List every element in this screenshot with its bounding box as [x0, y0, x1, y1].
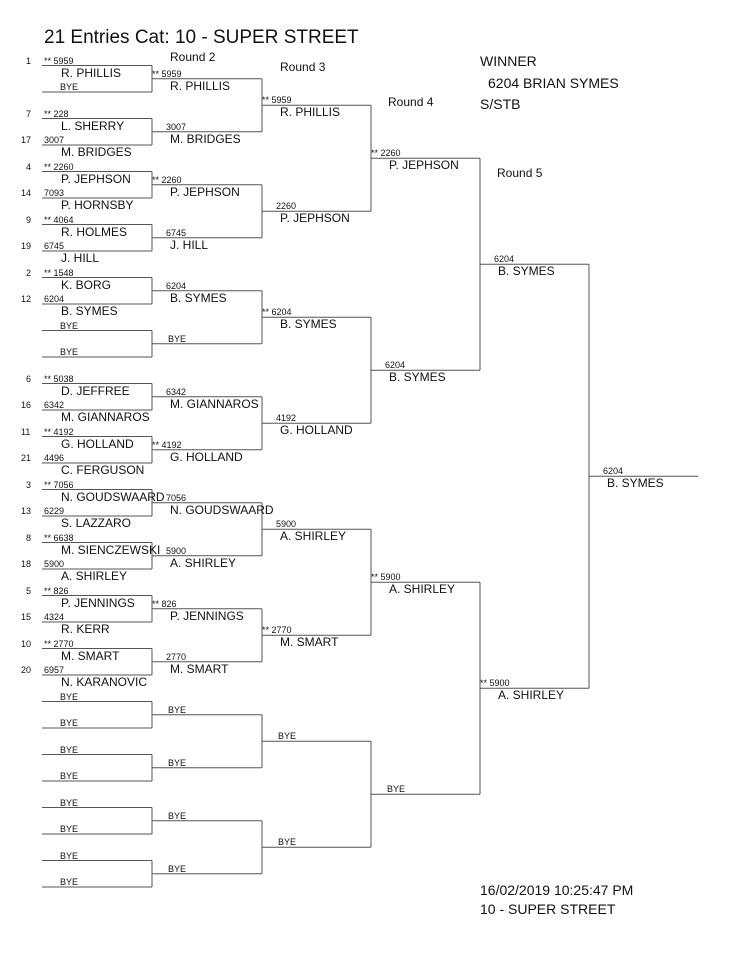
competitor-name: M. BRIDGES	[61, 145, 132, 159]
entry-number: 4324	[44, 612, 65, 622]
competitor-name: R. PHILLIS	[61, 65, 122, 80]
entry-number: ** 5959	[262, 95, 292, 106]
competitor-name: N. GOUDSWAARD	[170, 502, 274, 517]
bye-label: BYE	[168, 810, 187, 821]
competitor-name: P. JEPHSON	[61, 171, 131, 186]
footer-category: 10 - SUPER STREET	[480, 901, 616, 917]
winner-class: S/STB	[480, 96, 521, 112]
entry-number: ** 2260	[152, 174, 182, 185]
entry-number: ** 6204	[262, 307, 292, 318]
seed-number: 10	[21, 638, 32, 649]
seed-number: 13	[21, 506, 32, 516]
seed-number: 18	[21, 559, 32, 569]
seed-number: 17	[21, 135, 32, 145]
entry-number: 3007	[166, 121, 187, 132]
competitor-name: M. SMART	[61, 648, 120, 663]
competitor-name: N. KARANOVIC	[61, 675, 148, 689]
competitor-name: B. SYMES	[280, 317, 337, 332]
competitor-name: P. JEPHSON	[280, 211, 350, 226]
bye-label: BYE	[278, 837, 297, 848]
entry-number: ** 5959	[44, 55, 74, 66]
entry-number: ** 4064	[44, 214, 74, 225]
competitor-name: P. HORNSBY	[61, 198, 134, 212]
bye-label: BYE	[60, 824, 79, 834]
bye-label: BYE	[60, 771, 79, 781]
entry-number: ** 4192	[44, 426, 74, 437]
bye-label: BYE	[60, 718, 79, 728]
entry-number: 6204	[44, 294, 65, 304]
entry-number: 2770	[166, 651, 187, 662]
competitor-name: R. PHILLIS	[170, 78, 231, 93]
bye-label: BYE	[168, 333, 187, 344]
competitor-name: P. JEPHSON	[389, 158, 459, 173]
bye-label: BYE	[60, 691, 79, 702]
competitor-name: G. HOLLAND	[170, 449, 243, 464]
winner-name: 6204 BRIAN SYMES	[488, 75, 619, 91]
seed-number: 1	[26, 55, 32, 66]
competitor-name: L. SHERRY	[61, 118, 125, 133]
entry-number: ** 4192	[152, 439, 182, 450]
entry-number: ** 2770	[44, 638, 74, 649]
entry-number: 3007	[44, 135, 65, 145]
competitor-name: D. JEFFREE	[61, 383, 130, 398]
competitor-name: M. GIANNAROS	[61, 410, 150, 424]
seed-number: 7	[26, 108, 32, 119]
competitor-name: B. SYMES	[61, 304, 118, 318]
competitor-name: M. BRIDGES	[170, 131, 241, 146]
entry-number: 6204	[385, 360, 406, 371]
bye-label: BYE	[60, 744, 79, 755]
competitor-name: A. SHIRLEY	[389, 582, 456, 597]
competitor-name: R. PHILLIS	[280, 105, 341, 120]
competitor-name: K. BORG	[61, 277, 112, 292]
entry-number: ** 826	[152, 598, 177, 609]
competitor-name: P. JENNINGS	[61, 595, 135, 610]
bye-label: BYE	[168, 704, 187, 715]
competitor-name: A. SHIRLEY	[498, 688, 565, 703]
entry-number: ** 826	[44, 585, 69, 596]
entry-number: ** 2260	[44, 161, 74, 172]
entry-number: ** 5900	[480, 678, 510, 689]
bye-label: BYE	[278, 731, 297, 742]
entry-number: 6957	[44, 665, 65, 675]
entry-number: ** 2770	[262, 625, 292, 636]
seed-number: 6	[26, 373, 32, 384]
bye-label: BYE	[60, 850, 79, 861]
seed-number: 16	[21, 400, 32, 410]
entry-number: ** 228	[44, 108, 69, 119]
competitor-name: R. KERR	[61, 622, 110, 636]
entry-number: 6342	[44, 400, 65, 410]
entry-number: ** 7056	[44, 479, 74, 490]
competitor-name: M. GIANNAROS	[170, 396, 259, 411]
bye-label: BYE	[168, 863, 187, 874]
seed-number: 8	[26, 532, 32, 543]
seed-number: 12	[21, 294, 32, 304]
competitor-name: S. LAZZARO	[61, 516, 132, 530]
competitor-name: B. SYMES	[498, 264, 555, 279]
entry-number: 7056	[166, 492, 187, 503]
entry-number: ** 1548	[44, 267, 74, 278]
seed-number: 19	[21, 241, 32, 251]
entry-number: ** 5038	[44, 373, 74, 384]
bye-label: BYE	[387, 784, 406, 795]
entry-number: 5900	[166, 545, 187, 556]
seed-number: 20	[21, 665, 32, 675]
winner-label: WINNER	[480, 53, 537, 69]
entry-number: 6204	[166, 280, 187, 291]
competitor-name: B. SYMES	[170, 290, 227, 305]
seed-number: 15	[21, 612, 32, 622]
bye-label: BYE	[168, 757, 187, 768]
bye-label: BYE	[60, 82, 79, 92]
entry-number: 6229	[44, 506, 65, 516]
bye-label: BYE	[60, 797, 79, 808]
seed-number: 2	[26, 267, 32, 278]
entry-number: 5900	[276, 519, 297, 530]
competitor-name: J. HILL	[61, 251, 100, 265]
seed-number: 11	[21, 426, 31, 437]
competitor-name: G. HOLLAND	[61, 436, 134, 451]
competitor-name: G. HOLLAND	[280, 423, 353, 438]
entry-number: 2260	[276, 201, 297, 212]
entry-number: 6204	[603, 466, 624, 477]
entry-number: 6745	[166, 227, 187, 238]
competitor-name: P. JENNINGS	[170, 608, 244, 623]
seed-number: 3	[26, 479, 32, 490]
entry-number: 6745	[44, 241, 65, 251]
competitor-name: M. SMART	[280, 635, 339, 650]
competitor-name: M. SMART	[170, 661, 229, 676]
entry-number: ** 5900	[371, 572, 401, 583]
round-5-label: Round 5	[497, 166, 543, 180]
seed-number: 5	[26, 585, 32, 596]
entry-number: 5900	[44, 559, 65, 569]
bye-label: BYE	[60, 877, 79, 887]
bye-label: BYE	[60, 347, 79, 357]
entry-number: ** 5959	[152, 68, 182, 79]
competitor-name: N. GOUDSWAARD	[61, 489, 165, 504]
competitor-name: M. SIENCZEWSKI	[61, 542, 161, 557]
entry-number: 4496	[44, 453, 65, 463]
competitor-name: A. SHIRLEY	[170, 555, 237, 570]
competitor-name: B. SYMES	[389, 370, 446, 385]
competitor-name: P. JEPHSON	[170, 184, 240, 199]
competitor-name: A. SHIRLEY	[280, 529, 347, 544]
seed-number: 14	[21, 188, 32, 198]
seed-number: 9	[26, 214, 32, 225]
entry-number: 7093	[44, 188, 65, 198]
entry-number: 6342	[166, 386, 187, 397]
seed-number: 4	[26, 161, 32, 172]
entry-number: ** 6638	[44, 532, 74, 543]
page-title: 21 Entries Cat: 10 - SUPER STREET	[44, 27, 359, 48]
competitor-name: R. HOLMES	[61, 224, 128, 239]
bye-label: BYE	[60, 320, 79, 331]
seed-number: 21	[21, 453, 32, 463]
entry-number: 6204	[494, 254, 515, 265]
competitor-name: A. SHIRLEY	[61, 569, 128, 583]
champion-name: B. SYMES	[607, 476, 664, 491]
footer-datetime: 16/02/2019 10:25:47 PM	[480, 882, 634, 898]
round-4-label: Round 4	[388, 95, 434, 109]
entry-number: ** 2260	[371, 148, 401, 159]
round-2-label: Round 2	[170, 50, 216, 64]
entry-number: 4192	[276, 413, 297, 424]
round-3-label: Round 3	[280, 60, 326, 74]
competitor-name: J. HILL	[170, 237, 209, 252]
competitor-name: C. FERGUSON	[61, 463, 145, 477]
